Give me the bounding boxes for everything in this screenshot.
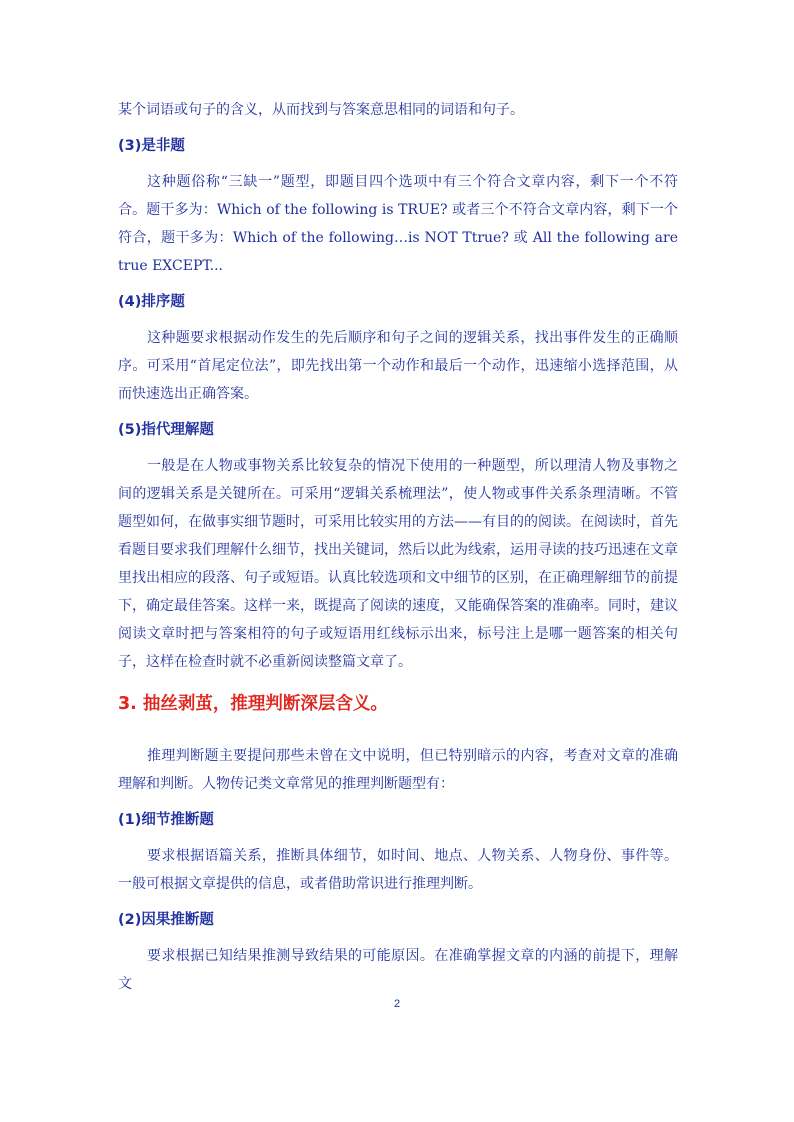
page-number: 2 [393, 998, 401, 1010]
section-heading-inference: 3. 抽丝剥茧，推理判断深层含义。 [118, 694, 388, 714]
document-body [118, 96, 678, 998]
paragraph-continued: 某个词语或句子的含义，从而找到与答案意思相同的词语和句子。 [118, 102, 524, 118]
paragraph-inference-intro: 推理判断题主要提问那些未曾在文中说明，但已特别暗示的内容，考查对文章的准确理解和判断。人物传记类文章常见的推理判断题型有： [118, 748, 678, 792]
heading-true-false: (3)是非题 [118, 138, 185, 154]
heading-reference: (5)指代理解题 [118, 422, 214, 438]
heading-detail-inference: (1)细节推断题 [118, 812, 214, 828]
heading-ordering: (4)排序题 [118, 294, 185, 310]
paragraph-reference: 一般是在人物或事物关系比较复杂的情况下使用的一种题型，所以理清人物及事物之间的逻辑关系是关键所在。可采用“逻辑关系梳理法”，使人物或事件关系条理清晰。不管题型如何，在做事实细节题时，可采用比较实用的方法——有目的的阅读。在阅读时，首先看题目要求我们理解什么细节，找出关键词，然后以此为线索，运用寻读的技巧迅速在文章里找出相应的段落、句子或短语。认真比较选项和文中细节的区别，在正确理解细节的前提下，确定最佳答案。这样一来，既提高了阅读的速度，又能确保答案的准确率。同时，建议阅读文章时把与答案相符的句子或短语用红线标示出来，标号注上是哪一题答案的相关句子，这样在检查时就不必重新阅读整篇文章了。 [118, 458, 678, 670]
paragraph-true-false: 这种题俗称“三缺一”题型，即题目四个选项中有三个符合文章内容，剩下一个不符合。题干多为：Which of the following is TRUE? 或者三个不符合文章内容，剩下一个符合，题干多为：Which of the following…is NOT Ttrue? 或 All the following are true EXCEPT... [118, 174, 678, 274]
paragraph-cause-effect: 要求根据已知结果推测导致结果的可能原因。在准确掌握文章的内涵的前提下，理解文 [118, 948, 678, 992]
paragraph-detail-inference: 要求根据语篇关系，推断具体细节，如时间、地点、人物关系、人物身份、事件等。一般可根据文章提供的信息，或者借助常识进行推理判断。 [118, 848, 678, 892]
paragraph-ordering: 这种题要求根据动作发生的先后顺序和句子之间的逻辑关系，找出事件发生的正确顺序。可采用“首尾定位法”，即先找出第一个动作和最后一个动作，迅速缩小选择范围，从而快速选出正确答案。 [118, 330, 678, 402]
heading-cause-effect: (2)因果推断题 [118, 912, 214, 928]
